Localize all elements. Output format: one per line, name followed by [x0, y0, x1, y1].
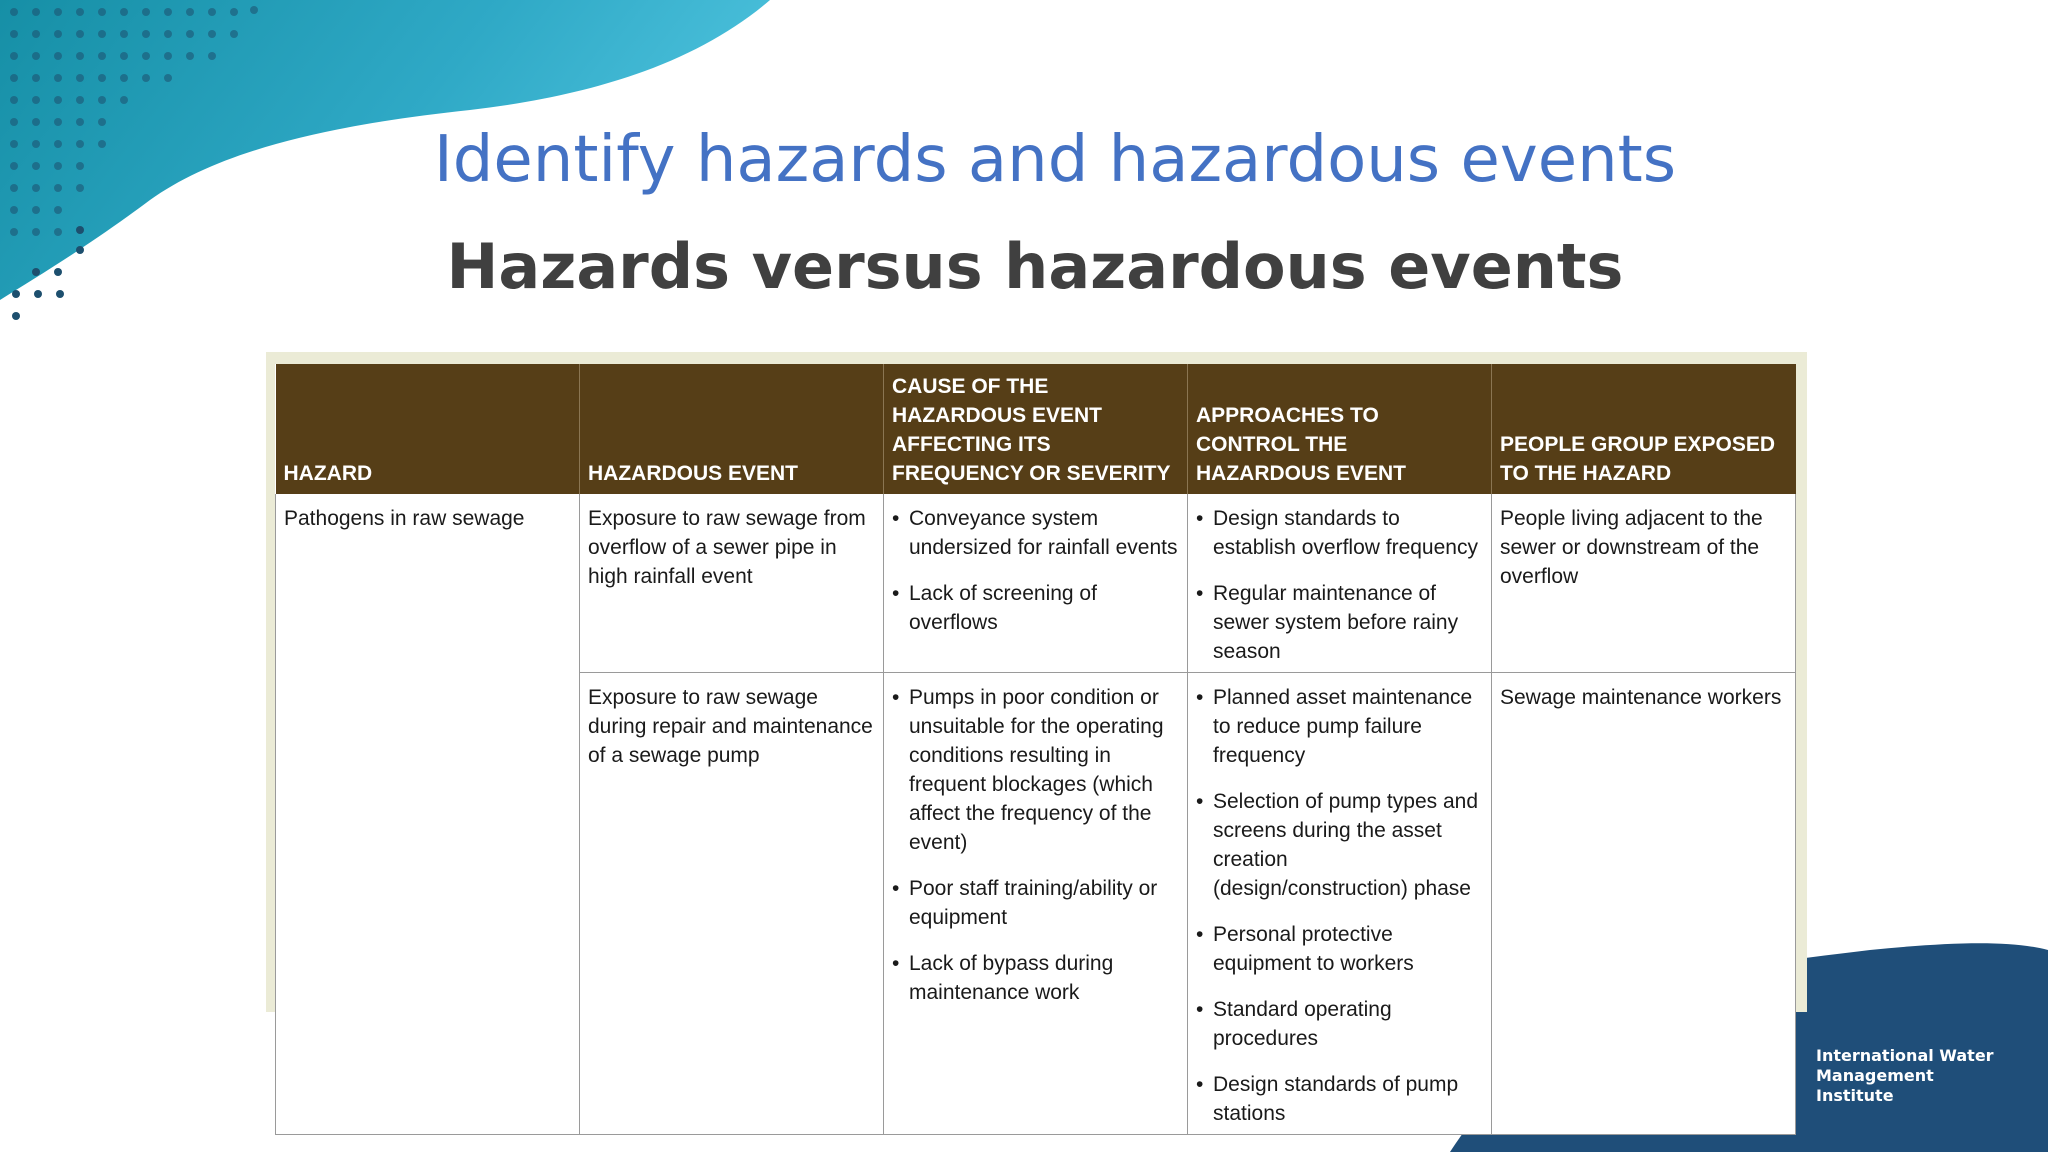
- header-cause: CAUSE OF THE HAZARDOUS EVENT AFFECTING ITS FREQUENCY OR SEVERITY: [884, 364, 1188, 494]
- control-cell: [1188, 673, 1492, 1135]
- control-list: [1196, 683, 1483, 1128]
- cause-list: [892, 683, 1179, 1007]
- list-item: • Pumps in poor condition or unsuitable for the operating conditions resulting in frequent blockages (which affect the frequency of the event): [892, 683, 1179, 857]
- people-cell: People living adjacent to the sewer or downstream of the overflow: [1492, 494, 1796, 673]
- list-item: • Poor staff training/ability or equipment: [892, 874, 1179, 932]
- event-cell: Exposure to raw sewage from overflow of a sewer pipe in high rainfall event: [580, 494, 884, 673]
- cause-cell: [884, 673, 1188, 1135]
- header-approaches: APPROACHES TO CONTROL THE HAZARDOUS EVENT: [1188, 364, 1492, 494]
- list-item: • Planned asset maintenance to reduce pump failure frequency: [1196, 683, 1483, 770]
- iwmi-logo-text: [1816, 1046, 2016, 1106]
- table-row: [276, 494, 1796, 673]
- hazards-table: [275, 364, 1796, 1135]
- header-people-group: PEOPLE GROUP EXPOSED TO THE HAZARD: [1492, 364, 1796, 494]
- event-cell: Exposure to raw sewage during repair and maintenance of a sewage pump: [580, 673, 884, 1135]
- slide-title: Identify hazards and hazardous events: [433, 123, 1677, 197]
- slide-subtitle: Hazards versus hazardous events: [446, 230, 1624, 303]
- list-item: • Personal protective equipment to workers: [1196, 920, 1483, 978]
- list-item: • Regular maintenance of sewer system before rainy season: [1196, 579, 1483, 666]
- header-hazard: HAZARD: [276, 364, 580, 494]
- control-list: [1196, 504, 1483, 666]
- table-header-row: [276, 364, 1796, 494]
- list-item: • Standard operating procedures: [1196, 995, 1483, 1053]
- iwmi-logo: IWMI: [1636, 1045, 1800, 1110]
- cause-list: [892, 504, 1179, 637]
- header-hazardous-event: HAZARDOUS EVENT: [580, 364, 884, 494]
- list-item: • Lack of screening of overflows: [892, 579, 1179, 637]
- cause-cell: [884, 494, 1188, 673]
- control-cell: [1188, 494, 1492, 673]
- list-item: • Selection of pump types and screens during the asset creation (design/construction) phase: [1196, 787, 1483, 903]
- logo-line-1: International Water: [1816, 1046, 1994, 1065]
- hazard-cell: Pathogens in raw sewage: [276, 494, 580, 1135]
- list-item: • Design standards of pump stations: [1196, 1070, 1483, 1128]
- logo-line-2: Management Institute: [1816, 1066, 1934, 1105]
- list-item: • Conveyance system undersized for rainfall events: [892, 504, 1179, 562]
- list-item: • Lack of bypass during maintenance work: [892, 949, 1179, 1007]
- list-item: • Design standards to establish overflow frequency: [1196, 504, 1483, 562]
- people-cell: Sewage maintenance workers: [1492, 673, 1796, 1135]
